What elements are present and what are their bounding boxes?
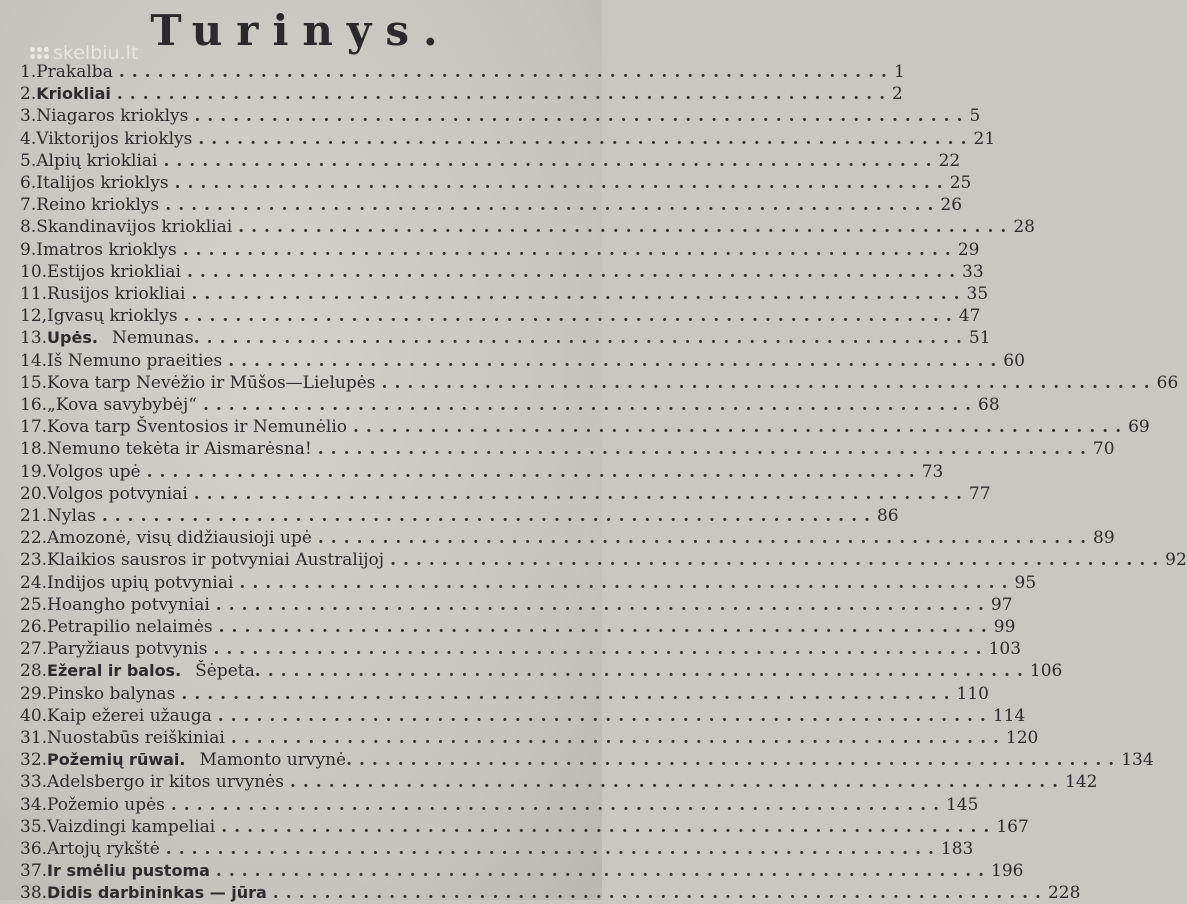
dot-leader: ............................................................ xyxy=(191,284,967,304)
entry-number: 25. xyxy=(20,594,48,615)
page-number: 70 xyxy=(1092,439,1115,460)
dot-leader: ............................................................ xyxy=(353,417,1129,438)
toc-entry xyxy=(0,572,1037,594)
entry-number: 9. xyxy=(20,239,37,260)
toc-entry xyxy=(0,438,1115,460)
entry-title: Reino krioklys xyxy=(36,195,160,216)
entry-number: 22. xyxy=(20,528,48,549)
entry-title: Kova tarp Šventosios ir Nemunėlio xyxy=(47,417,347,438)
page-title: Turinys. xyxy=(150,6,452,55)
entry-number: 15. xyxy=(20,372,48,393)
entry-number: 8. xyxy=(20,217,37,238)
dot-leader: ............................................................ xyxy=(346,750,1122,771)
dot-leader: ............................................................ xyxy=(186,261,963,282)
page-number: 35 xyxy=(966,284,989,304)
entry-number: 21. xyxy=(20,506,48,526)
dot-leader: ............................................................ xyxy=(165,195,941,216)
dot-leader: ............................................................ xyxy=(218,617,994,637)
toc-entry xyxy=(0,150,961,172)
dot-leader: ............................................................ xyxy=(239,572,1015,593)
toc-entry xyxy=(0,461,944,483)
entry-title: Artojų rykštė xyxy=(47,839,160,859)
page-number: 95 xyxy=(1014,572,1037,593)
dot-leader: ............................................................ xyxy=(198,128,974,149)
toc-entry xyxy=(0,705,1026,727)
page-number: 228 xyxy=(1047,883,1081,904)
entry-title: Nuostabūs reiškiniai xyxy=(47,728,225,748)
entry-title: Estijos kriokliai xyxy=(47,261,181,282)
dot-leader: ............................................................ xyxy=(194,106,970,127)
page-number: 5 xyxy=(969,106,981,127)
entry-title: Volgos potvyniai xyxy=(47,483,188,504)
entry-number: 10. xyxy=(20,261,48,282)
entry-number: 31. xyxy=(20,728,48,748)
page-number: 89 xyxy=(1093,528,1115,549)
entry-title: Ežeral ir balos. xyxy=(47,661,182,681)
dot-leader: ............................................................ xyxy=(215,594,991,615)
dot-leader: ............................................................ xyxy=(146,461,922,482)
toc-entry xyxy=(0,882,1081,904)
page-number: 77 xyxy=(968,483,991,504)
entry-number: 6. xyxy=(20,173,37,193)
page-number: 103 xyxy=(988,639,1022,660)
toc-entry xyxy=(0,194,963,216)
entry-number: 33. xyxy=(20,772,48,793)
entry-subtitle: Šėpeta xyxy=(195,661,255,682)
entry-title: Adelsbergo ir kitos urvynės xyxy=(47,772,284,793)
entry-title: Rusijos kriokliai xyxy=(47,284,186,304)
entry-title: Paryžiaus potvynis xyxy=(47,639,208,660)
page-number: 97 xyxy=(990,594,1013,615)
page-number: 142 xyxy=(1065,772,1098,793)
dot-leader: ............................................................ xyxy=(165,839,941,859)
entry-number: 40. xyxy=(20,705,48,726)
dot-leader: ............................................................ xyxy=(202,395,979,415)
entry-title: Kaip ežerei užauga xyxy=(47,705,212,726)
toc-entry xyxy=(0,216,1035,238)
toc-entry xyxy=(0,394,1000,416)
dot-leader: ............................................................ xyxy=(101,506,877,526)
page-number: 106 xyxy=(1029,661,1063,682)
page-number: 33 xyxy=(962,261,984,282)
page-number: 69 xyxy=(1128,417,1150,438)
dot-leader: ............................................................ xyxy=(289,772,1066,793)
entry-title: Ir smėliu pustoma xyxy=(47,861,210,881)
toc-entry xyxy=(0,61,905,83)
toc-entry xyxy=(0,638,1022,660)
toc-entry xyxy=(0,771,1098,793)
dot-leader: ............................................................ xyxy=(317,439,1093,460)
toc-entry xyxy=(0,128,996,150)
toc-entry xyxy=(0,483,991,505)
entry-title: Alpių kriokliai xyxy=(36,150,158,171)
dot-leader: ............................................................ xyxy=(230,728,1006,748)
page-number: 86 xyxy=(876,506,899,526)
entry-title: Požemių rūwai. xyxy=(47,750,186,770)
entry-title: Požemio upės xyxy=(47,794,165,815)
entry-number: 24. xyxy=(20,572,48,593)
toc-entry xyxy=(0,283,989,305)
page-number: 183 xyxy=(940,839,974,859)
dot-leader: ............................................................ xyxy=(272,883,1048,904)
toc-entry xyxy=(0,239,980,261)
entry-title: Nylas xyxy=(47,506,96,526)
dot-leader: ............................................................ xyxy=(221,816,997,837)
entry-number: 37. xyxy=(20,861,48,882)
toc-entry xyxy=(0,416,1150,438)
dot-leader: ............................................................ xyxy=(254,661,1030,682)
entry-title: Upės. xyxy=(47,328,98,348)
dot-leader: ............................................................ xyxy=(193,328,969,349)
watermark-text: skelbiu.lt xyxy=(53,42,139,64)
dot-leader: ............................................................ xyxy=(381,372,1157,393)
page-number: 51 xyxy=(968,328,991,349)
entry-number: 23. xyxy=(20,550,48,571)
page-number: 60 xyxy=(1003,350,1025,371)
page-number: 28 xyxy=(1013,217,1035,238)
toc-entry xyxy=(0,860,1024,882)
page-number: 92 xyxy=(1165,550,1187,571)
dot-leader: ............................................................ xyxy=(116,84,892,105)
entry-title: Kriokliai xyxy=(36,84,111,104)
entry-title: Petrapilio nelaimės xyxy=(47,617,213,637)
toc-entry xyxy=(0,616,1016,638)
entry-title: Kova tarp Nevėžio ir Mūšos—Lielupės xyxy=(47,372,376,393)
entry-title: Didis darbininkas — jūra xyxy=(47,883,267,903)
entry-number: 34. xyxy=(20,794,48,815)
dot-leader: ............................................................ xyxy=(228,350,1004,371)
page-number: 25 xyxy=(949,173,972,193)
entry-number: 12, xyxy=(20,306,48,327)
dot-leader: ............................................................ xyxy=(217,705,993,726)
toc-entry xyxy=(0,527,1115,549)
dot-leader: ............................................................ xyxy=(238,217,1014,238)
toc-entry xyxy=(0,816,1029,838)
page-number: 22 xyxy=(938,150,961,171)
entry-number: 11. xyxy=(20,284,48,304)
toc-entry xyxy=(0,594,1013,616)
entry-title: Iš Nemuno praeities xyxy=(47,350,223,371)
toc-entry xyxy=(0,350,1025,372)
entry-number: 17. xyxy=(20,417,48,438)
page-number: 114 xyxy=(992,705,1026,726)
dot-leader: ............................................................ xyxy=(118,62,894,82)
entry-number: 38. xyxy=(20,883,48,904)
entry-number: 4. xyxy=(20,128,37,149)
dot-leader: ............................................................ xyxy=(213,639,989,660)
toc-entry xyxy=(0,372,1179,394)
page-number: 110 xyxy=(956,683,989,704)
entry-title: Niagaros krioklys xyxy=(36,106,189,127)
entry-number: 28. xyxy=(20,661,48,682)
entry-number: 36. xyxy=(20,839,48,859)
page-number: 21 xyxy=(973,128,996,149)
entry-title: Indijos upių potvyniai xyxy=(47,572,234,593)
dot-leader: ............................................................ xyxy=(390,550,1166,571)
entry-number: 14. xyxy=(20,350,48,371)
entry-subtitle: Nemunas xyxy=(111,328,194,349)
toc-entry xyxy=(0,749,1154,771)
entry-number: 7. xyxy=(20,195,37,216)
entry-title: Amozonė, visų didžiausioji upė xyxy=(47,528,312,549)
entry-number: 18. xyxy=(20,439,48,460)
page-number: 2 xyxy=(892,84,903,105)
toc-entry xyxy=(0,305,981,327)
entry-title: Volgos upė xyxy=(47,461,141,482)
page-number: 167 xyxy=(996,816,1029,837)
entry-title: Igvasų krioklys xyxy=(47,306,178,327)
entry-title: Imatros krioklys xyxy=(36,239,177,260)
entry-number: 35. xyxy=(20,816,48,837)
toc-entry xyxy=(0,105,981,127)
entry-number: 29. xyxy=(20,683,48,704)
entry-title: Vaizdingi kampeliai xyxy=(47,816,216,837)
dot-leader: ............................................................ xyxy=(182,239,958,260)
entry-number: 5. xyxy=(20,150,37,171)
page-number: 99 xyxy=(993,617,1016,637)
dot-leader: ............................................................ xyxy=(215,861,992,882)
toc-entry xyxy=(0,683,989,705)
toc-entry xyxy=(0,794,979,816)
entry-title: Prakalba xyxy=(36,62,113,82)
entry-number: 32. xyxy=(20,750,48,771)
toc-entry xyxy=(0,172,972,194)
toc-entry xyxy=(0,83,903,105)
dot-leader: ............................................................ xyxy=(193,483,969,504)
toc-entry xyxy=(0,727,1039,749)
entry-number: 20. xyxy=(20,483,48,504)
page-number: 134 xyxy=(1121,750,1154,771)
toc-entry xyxy=(0,261,984,283)
dot-leader: ............................................................ xyxy=(174,173,950,193)
entry-number: 16. xyxy=(20,395,48,415)
page-number: 26 xyxy=(940,195,963,216)
entry-number: 26. xyxy=(20,617,48,637)
toc-entry xyxy=(0,660,1063,682)
page-number: 47 xyxy=(958,306,981,327)
entry-subtitle: Mamonto urvynė xyxy=(199,750,347,771)
entry-number: 13. xyxy=(20,328,48,349)
dot-leader: ............................................................ xyxy=(181,683,957,704)
entry-title: Skandinavijos kriokliai xyxy=(36,217,233,238)
toc-entry xyxy=(0,838,974,860)
dot-leader: ............................................................ xyxy=(163,150,939,171)
page-number: 196 xyxy=(991,861,1024,882)
dot-leader: ............................................................ xyxy=(170,794,946,815)
page-number: 1 xyxy=(893,62,905,82)
entry-number: 27. xyxy=(20,639,48,660)
dot-leader: ............................................................ xyxy=(317,528,1093,549)
entry-number: 2. xyxy=(20,84,37,105)
page-number: 68 xyxy=(978,395,1000,415)
page-number: 66 xyxy=(1156,372,1179,393)
dot-leader: ............................................................ xyxy=(183,306,959,327)
page-number: 73 xyxy=(921,461,944,482)
entry-title: „Kova savybybėj“ xyxy=(47,395,197,415)
page-number: 29 xyxy=(957,239,980,260)
entry-title: Hoangho potvyniai xyxy=(47,594,210,615)
entry-title: Nemuno tekėta ir Aismarėsna! xyxy=(47,439,312,460)
toc-entry xyxy=(0,549,1187,571)
entry-title: Viktorijos krioklys xyxy=(36,128,193,149)
page-number: 120 xyxy=(1005,728,1039,748)
entry-number: 3. xyxy=(20,106,37,127)
entry-number: 19. xyxy=(20,461,48,482)
entry-title: Italijos krioklys xyxy=(36,173,169,193)
toc-entry xyxy=(0,505,899,527)
entry-title: Klaikios sausros ir potvyniai Australijoj xyxy=(47,550,385,571)
toc-entry xyxy=(0,327,991,349)
entry-title: Pinsko balynas xyxy=(47,683,176,704)
watermark-logo-icon xyxy=(30,47,49,59)
page-number: 145 xyxy=(945,794,979,815)
entry-number: 1. xyxy=(20,62,37,82)
